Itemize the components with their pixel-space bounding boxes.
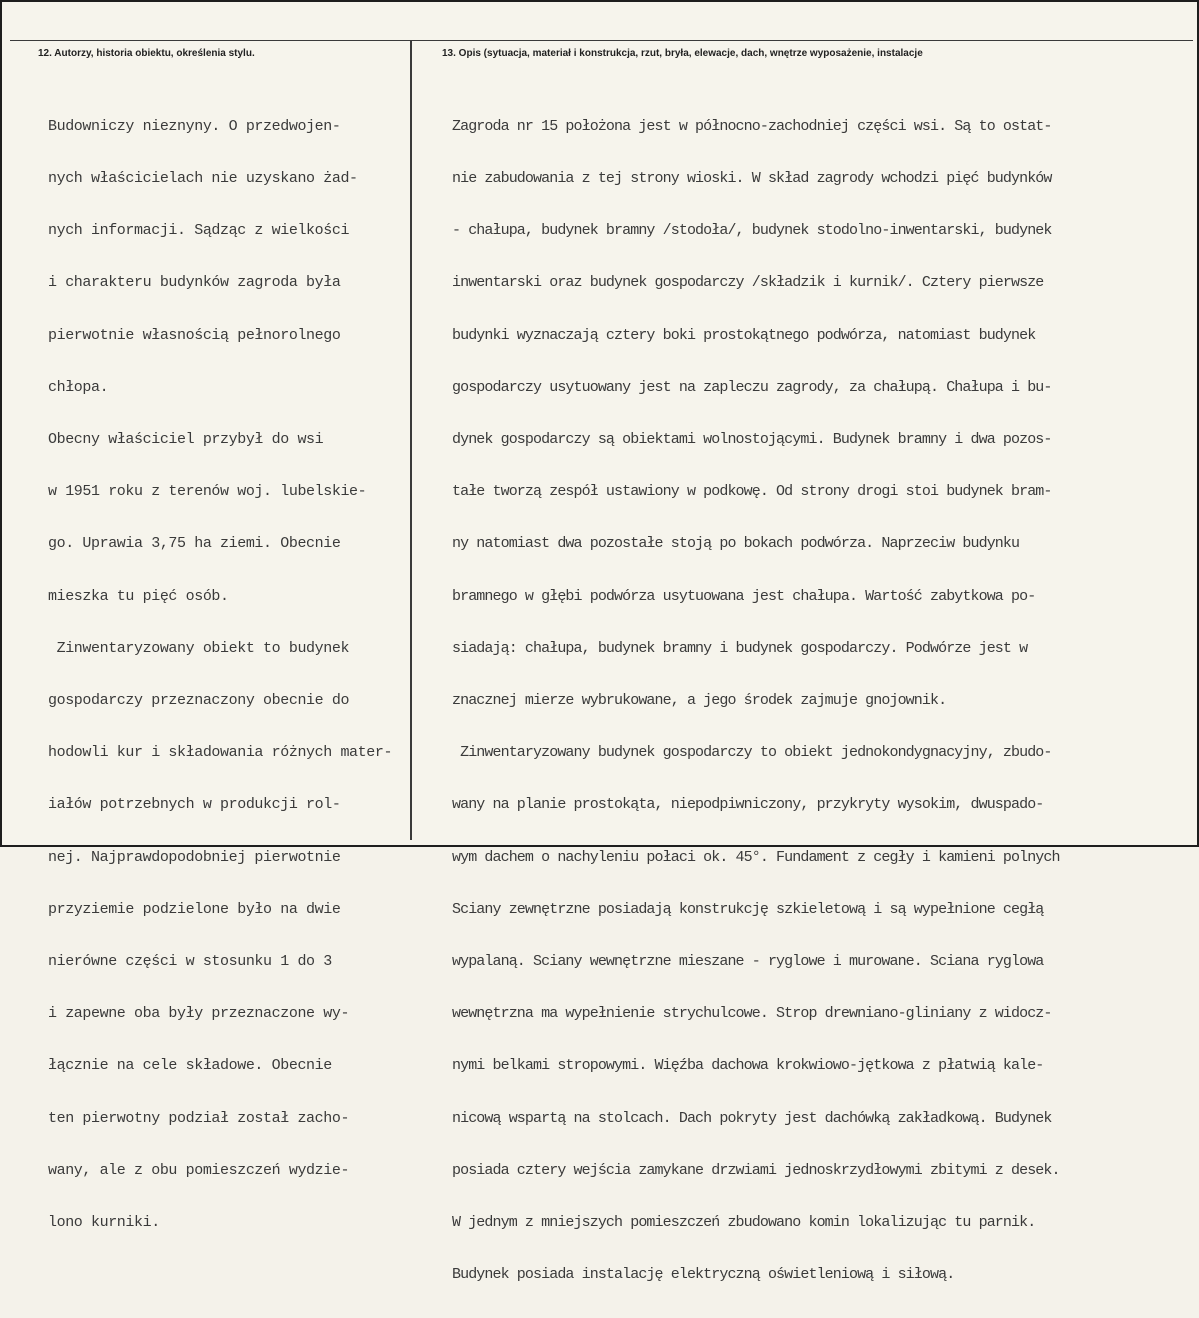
text-line: nych właścicielach nie uzyskano żad- (48, 170, 358, 188)
text-line: gospodarczy przeznaczony obecnie do (48, 692, 350, 710)
text-line: hodowli kur i składowania różnych mater- (48, 744, 393, 762)
text-line: lono kurniki. (48, 1214, 160, 1232)
text-line: wypalaną. Sciany wewnętrzne mieszane - ryglowe i murowane. Sciana ryglowa (452, 953, 1044, 971)
text-line: nierówne części w stosunku 1 do 3 (48, 953, 332, 971)
text-line: wewnętrzna ma wypełnienie strychulcowe. Strop drewniano-gliniany z widocz- (452, 1005, 1052, 1023)
text-line: budynki wyznaczają cztery boki prostokątnego podwórza, natomiast budynek (452, 326, 1036, 344)
text-line: ten pierwotny podział został zacho- (48, 1109, 350, 1127)
text-line: inwentarski oraz budynek gospodarczy /składzik i kurnik/. Cztery pierwsze (452, 274, 1044, 292)
text-line: siadają: chałupa, budynek bramny i budynek gospodarczy. Podwórze jest w (452, 639, 1028, 657)
text-line: posiada cztery wejścia zamykane drzwiami jednoskrzydłowymi zbitymi z desek. (452, 1161, 1060, 1179)
text-line: nie zabudowania z tej strony wioski. W skład zagrody wchodzi pięć budynków (452, 170, 1052, 188)
section-13-header: 13. Opis (sytuacja, materiał i konstrukcja, rzut, bryła, elewacje, dach, wnętrze wyposażenie, instalacje (442, 48, 923, 59)
text-line: Sciany zewnętrzne posiadają konstrukcję szkieletową i są wypełnione cegłą (452, 900, 1044, 918)
text-line: Budynek posiada instalację elektryczną oświetleniową i siłową. (452, 1266, 955, 1284)
text-line: znacznej mierze wybrukowane, a jego środek zajmuje gnojownik. (452, 692, 947, 710)
text-line: nej. Najprawdopodobniej pierwotnie (48, 848, 341, 866)
text-line: Zagroda nr 15 położona jest w północno-zachodniej części wsi. Są to ostat- (452, 117, 1052, 135)
text-line: iałów potrzebnych w produkcji rol- (48, 796, 341, 814)
text-line: dynek gospodarczy są obiektami wolnostojącymi. Budynek bramny i dwa pozos- (452, 431, 1052, 449)
header-divider (10, 40, 1193, 41)
text-line: i zapewne oba były przeznaczone wy- (48, 1005, 350, 1023)
text-line: gospodarczy usytuowany jest na zapleczu zagrody, za chałupą. Chałupa i bu- (452, 378, 1052, 396)
text-line: tałe tworzą zespół ustawiony w podkowę. Od strony drogi stoi budynek bram- (452, 483, 1052, 501)
text-line: wany, ale z obu pomieszczeń wydzie- (48, 1161, 350, 1179)
text-line: nych informacji. Sądząc z wielkości (48, 222, 350, 240)
text-line: bramnego w głębi podwórza usytuowana jest chałupa. Wartość zabytkowa po- (452, 587, 1036, 605)
column-divider (410, 40, 412, 840)
text-line: nicową wspartą na stolcach. Dach pokryty jest dachówką zakładkową. Budynek (452, 1109, 1052, 1127)
text-line: - chałupa, budynek bramny /stodoła/, budynek stodolno-inwentarski, budynek (452, 222, 1052, 240)
text-line: Budowniczy nieznyny. O przedwojen- (48, 117, 341, 135)
text-line: mieszka tu pięć osób. (48, 587, 229, 605)
text-line: Obecny właściciel przybył do wsi (48, 431, 324, 449)
text-line: Zinwentaryzowany budynek gospodarczy to obiekt jednokondygnacyjny, zbudo- (452, 744, 1052, 762)
text-line: łącznie na cele składowe. Obecnie (48, 1057, 332, 1075)
text-line: przyziemie podzielone było na dwie (48, 900, 341, 918)
section-13-text (452, 83, 1060, 1318)
section-12-header: 12. Autorzy, historia obiektu, określenia stylu. (38, 48, 255, 59)
text-line: Zinwentaryzowany obiekt to budynek (48, 639, 350, 657)
text-line: wany na planie prostokąta, niepodpiwniczony, przykryty wysokim, dwuspado- (452, 796, 1044, 814)
text-line: pierwotnie własnością pełnorolnego (48, 326, 341, 344)
text-line: ny natomiast dwa pozostałe stoją po bokach podwórza. Naprzeciw budynku (452, 535, 1020, 553)
text-line: i charakteru budynków zagroda była (48, 274, 341, 292)
text-line: w 1951 roku z terenów woj. lubelskie- (48, 483, 367, 501)
section-12-text (48, 83, 392, 1266)
text-line: wym dachem o nachyleniu połaci ok. 45°. Fundament z cegły i kamieni polnych (452, 848, 1060, 866)
text-line: nymi belkami stropowymi. Więźba dachowa krokwiowo-jętkowa z płatwią kale- (452, 1057, 1044, 1075)
text-line: go. Uprawia 3,75 ha ziemi. Obecnie (48, 535, 341, 553)
text-line: W jednym z mniejszych pomieszczeń zbudowano komin lokalizując tu parnik. (452, 1214, 1036, 1232)
text-line: chłopa. (48, 378, 109, 396)
